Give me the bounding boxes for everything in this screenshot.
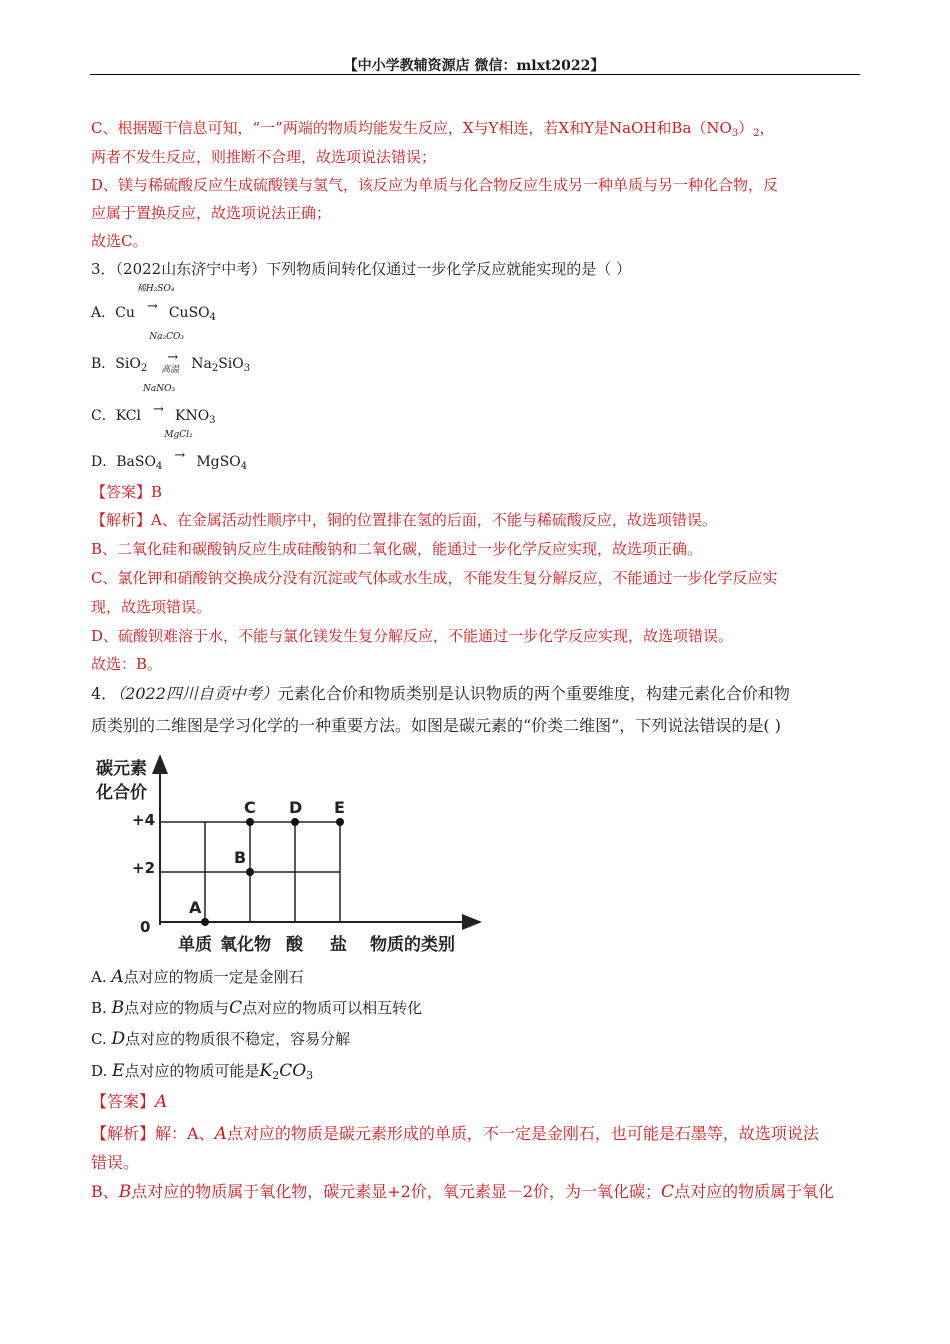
- y-axis-label-1: 碳元素: [96, 759, 147, 779]
- point-label-C: C: [244, 798, 256, 817]
- q4-option-a: A. A点对应的物质一定是金刚石: [91, 967, 304, 987]
- page-header: 【中小学教辅资源店 微信：mlxt2022】: [343, 58, 605, 74]
- point-C: [246, 818, 254, 826]
- point-E: [336, 818, 344, 826]
- y-tick-2: +2: [132, 859, 156, 877]
- q4-analysis-a1: 【解析】解：A、A点对应的物质是碳元素形成的单质，不一定是金刚石，也可能是石墨等，故选项说法: [91, 1124, 819, 1144]
- q3-stem: 3．（2022山东济宁中考）下列物质间转化仅通过一步化学反应就能实现的是（ ）: [91, 260, 631, 278]
- prev-solution-d-line1: D、镁与稀硫酸反应生成硫酸镁与氢气，该反应为单质与化合物反应生成另一种单质与另一种化合物，反: [91, 176, 779, 194]
- point-D: [291, 818, 299, 826]
- q3-option-d: D．BaSO$_4$ MgCl₂ → MgSO$_4$: [91, 430, 248, 472]
- chart-points: [189, 798, 345, 926]
- q3-analysis-c1: C、氯化钾和硝酸钠交换成分没有沉淀或气体或水生成，不能发生复分解反应，不能通过一步化学反应实: [91, 569, 778, 587]
- point-A: [201, 918, 209, 926]
- q3-option-a: A．Cu 稀H₂SO₄ → CuSO$_4$: [91, 284, 217, 323]
- q4-option-c: C. D点对应的物质很不稳定，容易分解: [91, 1029, 351, 1049]
- q3-analysis-d: D、硫酸钡难溶于水，不能与氯化镁发生复分解反应，不能通过一步化学反应实现，故选项错误。: [91, 627, 734, 645]
- q3-conclusion: 故选：B。: [91, 655, 163, 673]
- q3-analysis-c2: 现，故选项错误。: [91, 598, 212, 616]
- q4-answer: 【答案】A: [91, 1092, 168, 1112]
- y-tick-4: +4: [132, 811, 156, 829]
- prev-solution-conclusion: 故选C。: [91, 232, 148, 250]
- q3-answer: 【答案】B: [91, 483, 163, 501]
- q3-analysis-a: 【解析】A、在金属活动性顺序中，铜的位置排在氢的后面，不能与稀硫酸反应，故选项错误。: [91, 511, 717, 529]
- header-rule: [90, 74, 860, 75]
- q3-option-c: C．KCl NaNO₃ → $KNO_3$: [91, 384, 216, 426]
- q4-stem-line1: 4．（2022四川自贡中考）元素化合价和物质类别是认识物质的两个重要维度，构建元素化合价和物: [91, 684, 790, 703]
- prev-solution-d-line2: 应属于置换反应，故选项说法正确；: [91, 204, 332, 222]
- q4-analysis-b: B、B点对应的物质属于氧化物，碳元素显+2价，氧元素显－2价，为一氧化碳；C点对应的物质属于氧化: [91, 1182, 835, 1202]
- prev-solution-c-line1: C、根据题干信息可知，“一”两端的物质均能发生反应，X与Y相连，若X和Y是NaOH和$Ba(NO_3)_2$，: [91, 119, 775, 139]
- valence-category-chart: [88, 750, 488, 960]
- point-label-B: B: [234, 848, 247, 867]
- point-label-E: E: [334, 798, 345, 817]
- point-label-D: D: [289, 798, 303, 817]
- reaction-arrow: MgCl₂ →: [164, 430, 193, 463]
- point-label-A: A: [189, 898, 202, 917]
- x-tick-oxide: 氧化物: [220, 935, 271, 955]
- q4-option-d: D. E点对应的物质可能是$K_2CO_3$: [91, 1061, 314, 1082]
- reaction-arrow: 稀H₂SO₄ →: [136, 284, 175, 314]
- y-tick-0: 0: [140, 918, 151, 936]
- reaction-arrow: NaNO₃ →: [142, 384, 176, 417]
- x-tick-salt: 盐: [330, 935, 347, 955]
- q4-analysis-a2: 错误。: [91, 1153, 140, 1172]
- q3-option-b: B．SiO$_2$ Na₂CO₃ → 高温 $Na_2SiO_3$: [91, 332, 251, 375]
- q3-analysis-b: B、二氧化硅和碳酸钠反应生成硅酸钠和二氧化碳，能通过一步化学反应实现，故选项正确。: [91, 540, 703, 558]
- q4-stem-line2: 质类别的二维图是学习化学的一种重要方法。如图是碳元素的“价类二维图”，下列说法错误的是( ): [91, 716, 781, 735]
- reaction-arrow: Na₂CO₃ → 高温: [149, 332, 184, 375]
- x-tick-element: 单质: [178, 935, 212, 955]
- prev-solution-c-line2: 两者不发生反应，则推断不合理，故选项说法错误；: [91, 148, 437, 166]
- x-tick-acid: 酸: [286, 935, 303, 955]
- x-axis-label: 物质的类别: [370, 935, 455, 955]
- y-axis-label-2: 化合价: [96, 783, 147, 803]
- point-B: [246, 868, 254, 876]
- q4-option-b: B. B点对应的物质与C点对应的物质可以相互转化: [91, 998, 423, 1018]
